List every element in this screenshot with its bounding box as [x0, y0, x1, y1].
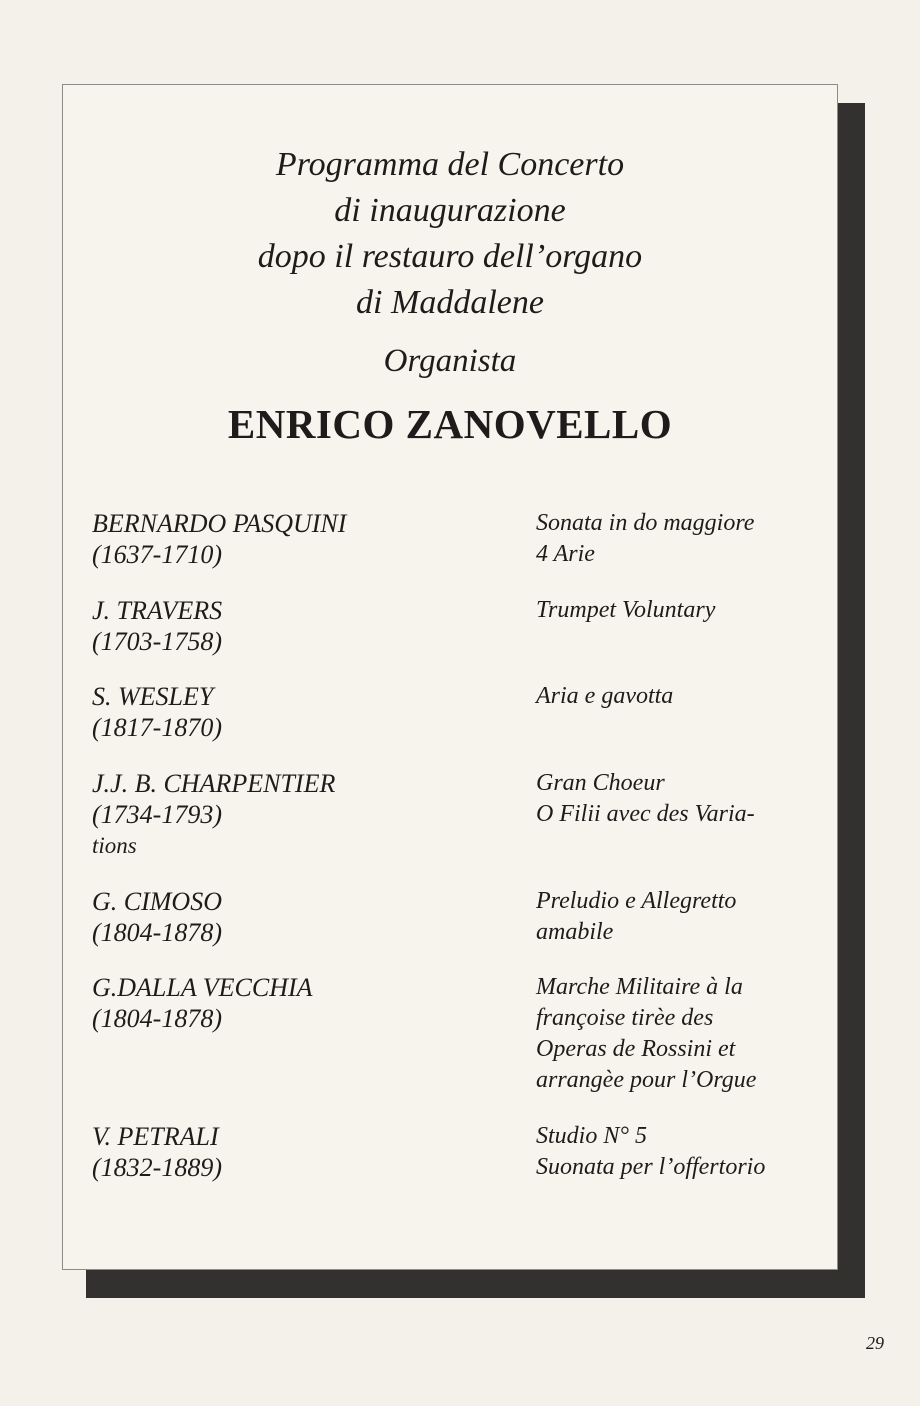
- composer: [92, 886, 512, 948]
- composer-name: V. PETRALI: [92, 1122, 219, 1151]
- frame-shadow-bottom: [86, 1270, 865, 1298]
- work-title: françoise tirèe des: [536, 1005, 714, 1031]
- title-line: di inaugurazione: [334, 192, 566, 229]
- composer-name: G.DALLA VECCHIA: [92, 973, 313, 1002]
- title-line: dopo il restauro dell’organo: [257, 238, 643, 275]
- composer-name: BERNARDO PASQUINI: [92, 509, 347, 538]
- composer-name: J. TRAVERS: [92, 596, 223, 625]
- works: [536, 886, 816, 948]
- works: [536, 508, 816, 570]
- work-title: Sonata in do maggiore: [536, 510, 755, 536]
- work-title: Trumpet Voluntary: [536, 597, 716, 623]
- composer: [92, 972, 512, 1034]
- composer: [92, 768, 512, 861]
- page-number: 29: [866, 1333, 884, 1353]
- organist-label: Organista: [383, 343, 517, 379]
- organist-name: ENRICO ZANOVELLO: [227, 401, 673, 447]
- program-title: [0, 142, 900, 326]
- works: [536, 1121, 816, 1183]
- composer-name: S. WESLEY: [92, 682, 214, 711]
- composer: [92, 1121, 512, 1183]
- composer-dates: (1637-1710): [92, 540, 222, 569]
- work-title: Operas de Rossini et: [536, 1036, 736, 1062]
- title-line: Programma del Concerto: [275, 146, 625, 183]
- work-title: arrangèe pour l’Orgue: [536, 1067, 757, 1093]
- composer-dates: (1817-1870): [92, 713, 222, 742]
- works: [536, 595, 816, 626]
- composer-dates: (1734-1793): [92, 800, 222, 829]
- title-line: di Maddalene: [356, 284, 544, 321]
- composer: [92, 681, 512, 743]
- works: [536, 972, 816, 1096]
- work-title: Studio N° 5: [536, 1123, 647, 1149]
- work-title: Preludio e Allegretto: [536, 888, 737, 914]
- composer-dates: (1703-1758): [92, 627, 222, 656]
- work-title: 4 Arie: [536, 541, 595, 567]
- work-title: Marche Militaire à la: [536, 974, 743, 1000]
- composer-name: G. CIMOSO: [92, 887, 222, 916]
- composer-name: J.J. B. CHARPENTIER: [92, 769, 336, 798]
- composer: [92, 595, 512, 657]
- composer-dates: (1804-1878): [92, 918, 222, 947]
- composer-dates: (1804-1878): [92, 1004, 222, 1033]
- works: [536, 768, 816, 830]
- work-title: Aria e gavotta: [536, 683, 674, 709]
- works: [536, 681, 816, 712]
- work-title: Suonata per l’offertorio: [536, 1154, 766, 1180]
- composer-dates: (1832-1889): [92, 1153, 222, 1182]
- composer: [92, 508, 512, 570]
- work-title: amabile: [536, 919, 614, 945]
- work-title: Gran Choeur: [536, 770, 665, 796]
- work-title-continuation: tions: [92, 833, 137, 858]
- work-title: O Filii avec des Varia-: [536, 801, 755, 827]
